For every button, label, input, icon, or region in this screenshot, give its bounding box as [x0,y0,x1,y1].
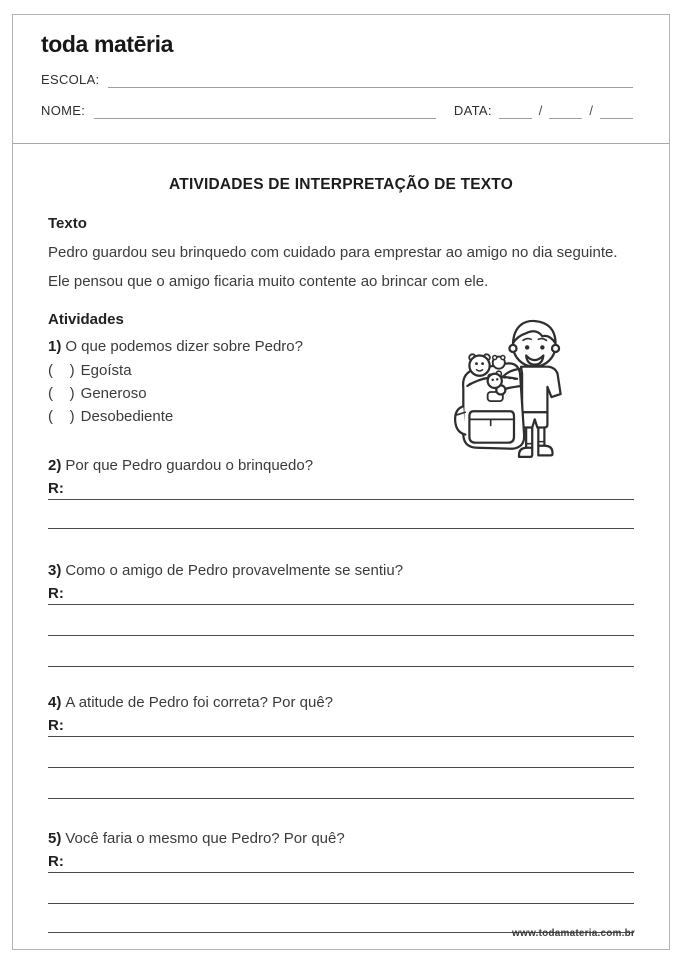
date-day-line [499,103,532,119]
worksheet-body [13,174,669,933]
texto-heading: Texto [48,215,87,232]
answer-rule-line [48,737,634,768]
checkbox-parentheses: ( ) [48,362,75,379]
question-number: 1) [48,338,62,355]
name-date-row [41,103,633,119]
question-number: 3) [48,562,62,579]
r-label: R: [48,717,64,734]
boy-with-backpack-illustration [449,315,581,467]
answer-rule-line [48,873,634,904]
question-4-text [48,691,634,715]
school-fill-line [108,72,633,88]
answer-rule-line [48,636,634,667]
worksheet-title: ATIVIDADES DE INTERPRETAÇÃO DE TEXTO [169,176,513,193]
question-number: 2) [48,457,62,474]
question-text: Por que Pedro guardou o brinquedo? [65,457,314,474]
date-month-line [549,103,582,119]
answer-rule-line [48,768,634,799]
question-text: O que podemos dizer sobre Pedro? [65,338,303,355]
question-number: 4) [48,694,62,711]
answer-label-line [48,851,634,873]
question-text: Você faria o mesmo que Pedro? Por quê? [65,830,345,847]
reading-text: Pedro guardou seu brinquedo com cuidado para emprestar ao amigo no dia seguinte. Ele pensou que o amigo ficaria muito contente ao brincar com ele. [48,244,618,290]
question-text: A atitude de Pedro foi correta? Por quê? [65,694,334,711]
answer-label-line [48,478,634,500]
option-label: Generoso [80,385,147,402]
atividades-heading: Atividades [48,311,124,328]
answer-label-line [48,583,634,605]
checkbox-parentheses: ( ) [48,385,75,402]
r-label: R: [48,585,64,602]
date-year-line [600,103,633,119]
question-5 [48,827,634,933]
name-label: NOME: [41,103,86,118]
website-url: www.todamateria.com.br [512,928,635,939]
r-label: R: [48,480,64,497]
r-label: R: [48,853,64,870]
answer-rule-line [48,500,634,529]
question-3-text [48,559,634,583]
date-slash: / [589,103,593,118]
option-label: Egoísta [80,362,132,379]
school-label: ESCOLA: [41,72,100,87]
answer-rule-line [48,605,634,636]
worksheet-header [13,15,669,144]
date-label: DATA: [453,103,492,118]
option-label: Desobediente [80,408,174,425]
date-slash: / [538,103,543,118]
question-number: 5) [48,830,62,847]
toda-materia-logo: toda matēria [41,31,173,57]
worksheet-page [12,14,670,950]
name-fill-line [94,103,436,119]
school-field-row [41,72,633,88]
question-3 [48,559,634,667]
question-5-text [48,827,634,851]
question-4 [48,691,634,799]
answer-label-line [48,715,634,737]
question-text: Como o amigo de Pedro provavelmente se sentiu? [65,562,404,579]
checkbox-parentheses: ( ) [48,408,75,425]
